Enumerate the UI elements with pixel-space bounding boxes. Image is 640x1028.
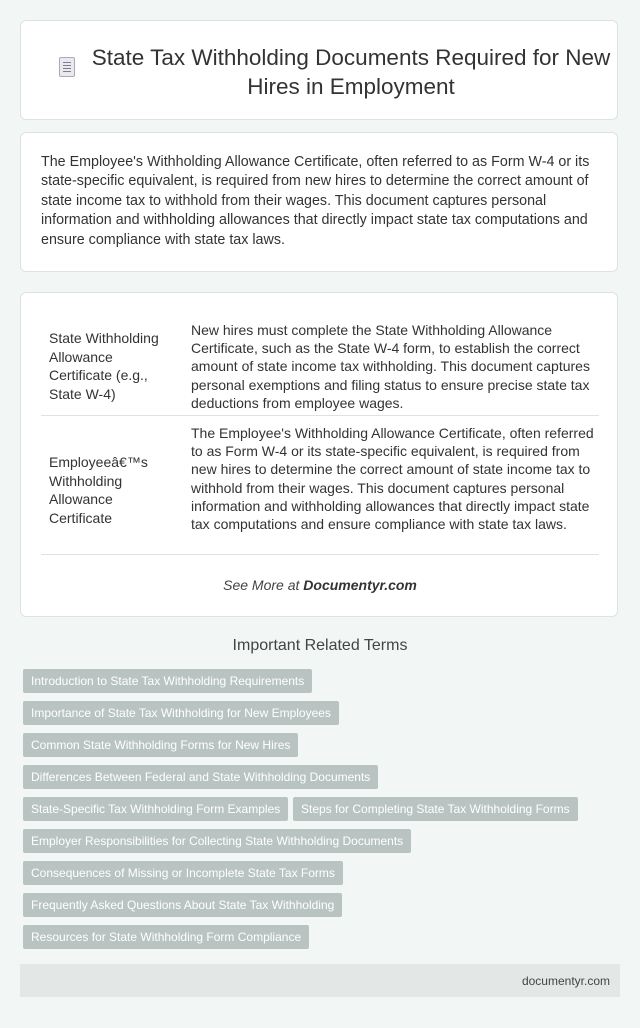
terms-table-card [20,292,618,617]
related-term-tag[interactable]: Steps for Completing State Tax Withholding Forms [293,797,578,821]
footer-site[interactable]: documentyr.com [521,974,610,988]
related-term-tag[interactable]: Frequently Asked Questions About State Tax Withholding [23,893,342,917]
page-title: State Tax Withholding Documents Required for New Hires in Employment [91,45,611,99]
header [51,43,611,103]
intro-text: The Employee's Withholding Allowance Certificate, often referred to as Form W-4 or its state-specific equivalent, is required from new hires to determine the correct amount of state income tax to withhold from their wages. This document captures personal information and withholding allowances that directly impact state tax computations and ensure compliance with state tax laws. [41,154,590,248]
document-icon [59,57,75,77]
table-row [41,311,599,416]
related-term-tag[interactable]: Employer Responsibilities for Collecting State Withholding Documents [23,829,411,853]
related-term-tag[interactable]: Differences Between Federal and State Withholding Documents [23,765,378,789]
see-more-prefix: See More at [223,577,304,593]
term-cell: State Withholding Allowance Certificate (e.g., State W-4) [49,330,159,402]
related-term-tag[interactable]: Consequences of Missing or Incomplete State Tax Forms [23,861,343,885]
related-term-tag[interactable]: Resources for State Withholding Form Compliance [23,925,309,949]
table-row [41,416,599,555]
related-terms-heading: Important Related Terms [232,637,408,654]
term-cell: Employeeâ€™s Withholding Allowance Certificate [49,454,148,526]
related-term-tag[interactable]: Introduction to State Tax Withholding Requirements [23,669,312,693]
intro-card [20,132,618,272]
related-term-tag[interactable]: Importance of State Tax Withholding for New Employees [23,701,339,725]
see-more-site[interactable]: Documentyr.com [303,577,417,593]
see-more-link[interactable] [21,577,619,593]
definition-cell: The Employee's Withholding Allowance Certificate, often referred to as Form W-4 or its state-specific equivalent, is required from new hires to determine the correct amount of state income tax to withhold from their wages. This document captures personal information and withholding allowances that directly impact state tax computations and ensure compliance with state tax laws. [191,425,594,533]
definition-cell: New hires must complete the State Withholding Allowance Certificate, such as the State W-4 form, to establish the correct amount of state income tax withholding. This document captures personal exemptions and filing status to ensure precise state tax deductions from employee wages. [191,322,590,411]
header-card [20,20,618,120]
related-term-tag[interactable]: Common State Withholding Forms for New Hires [23,733,298,757]
footer [20,964,620,997]
related-term-tag[interactable]: State-Specific Tax Withholding Form Examples [23,797,288,821]
